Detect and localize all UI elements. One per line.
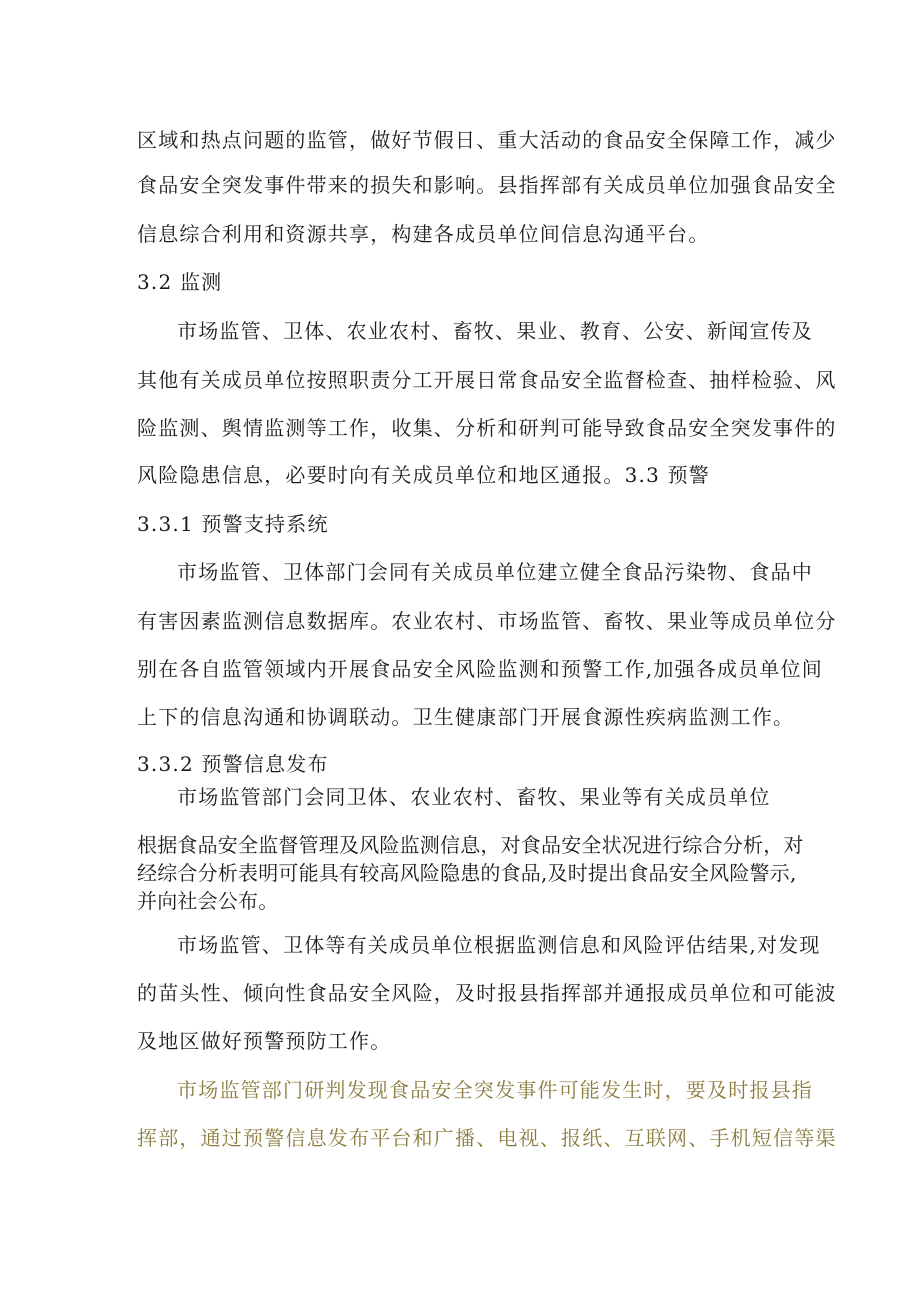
para7-line-2: 挥部，通过预警信息发布平台和广播、电视、报纸、互联网、手机短信等渠 [137,1126,837,1150]
para3-line-1: 市场监管、卫体部门会同有关成员单位建立健全食品污染物、食品中 [177,560,813,584]
para2-line-4: 风险隐患信息，必要时向有关成员单位和地区通报。3.3 预警 [137,463,710,487]
para5-line-2: 经综合分析表明可能具有较高风险隐患的食品,及时提出食品安全风险警示, [137,861,797,885]
section-heading-3-2: 3.2 监测 [137,270,223,294]
para2-line-2: 其他有关成员单位按照职责分工开展日常食品安全监督检查、抽样检验、风 [137,368,837,392]
para6-line-3: 及地区做好预警预防工作。 [137,1029,392,1053]
para1-line-2: 食品安全突发事件带来的损失和影响。县指挥部有关成员单位加强食品安全 [137,173,837,197]
para3-line-3: 别在各自监管领域内开展食品安全风险监测和预警工作,加强各成员单位间 [137,657,823,681]
para1-line-1: 区域和热点问题的监管，做好节假日、重大活动的食品安全保障工作，减少 [137,128,837,152]
section-heading-3-3-1: 3.3.1 预警支持系统 [137,512,329,536]
section-heading-3-3-2: 3.3.2 预警信息发布 [137,752,329,776]
para2-line-1: 市场监管、卫体、农业农村、畜牧、果业、教育、公安、新闻宣传及 [177,319,813,343]
para2-line-3: 险监测、舆情监测等工作，收集、分析和研判可能导致食品安全突发事件的 [137,416,837,440]
para3-line-4: 上下的信息沟通和协调联动。卫生健康部门开展食源性疾病监测工作。 [137,705,795,729]
para1-line-3: 信息综合利用和资源共享，构建各成员单位间信息沟通平台。 [137,222,710,246]
para5-line-1: 根据食品安全监督管理及风险监测信息，对食品安全状况进行综合分析，对 [137,833,804,857]
para3-line-2: 有害因素监测信息数据库。农业农村、市场监管、畜牧、果业等成员单位分 [137,609,837,633]
para6-line-2: 的苗头性、倾向性食品安全风险，及时报县指挥部并通报成员单位和可能波 [137,981,837,1005]
para4-line-1: 市场监管部门会同卫体、农业农村、畜牧、果业等有关成员单位 [177,785,771,809]
para7-line-1: 市场监管部门研判发现食品安全突发事件可能发生时，要及时报县指 [177,1078,813,1102]
para5-line-3: 并向社会公布。 [137,889,279,913]
para6-line-1: 市场监管、卫体等有关成员单位根据监测信息和风险评估结果,对发现 [177,933,821,957]
